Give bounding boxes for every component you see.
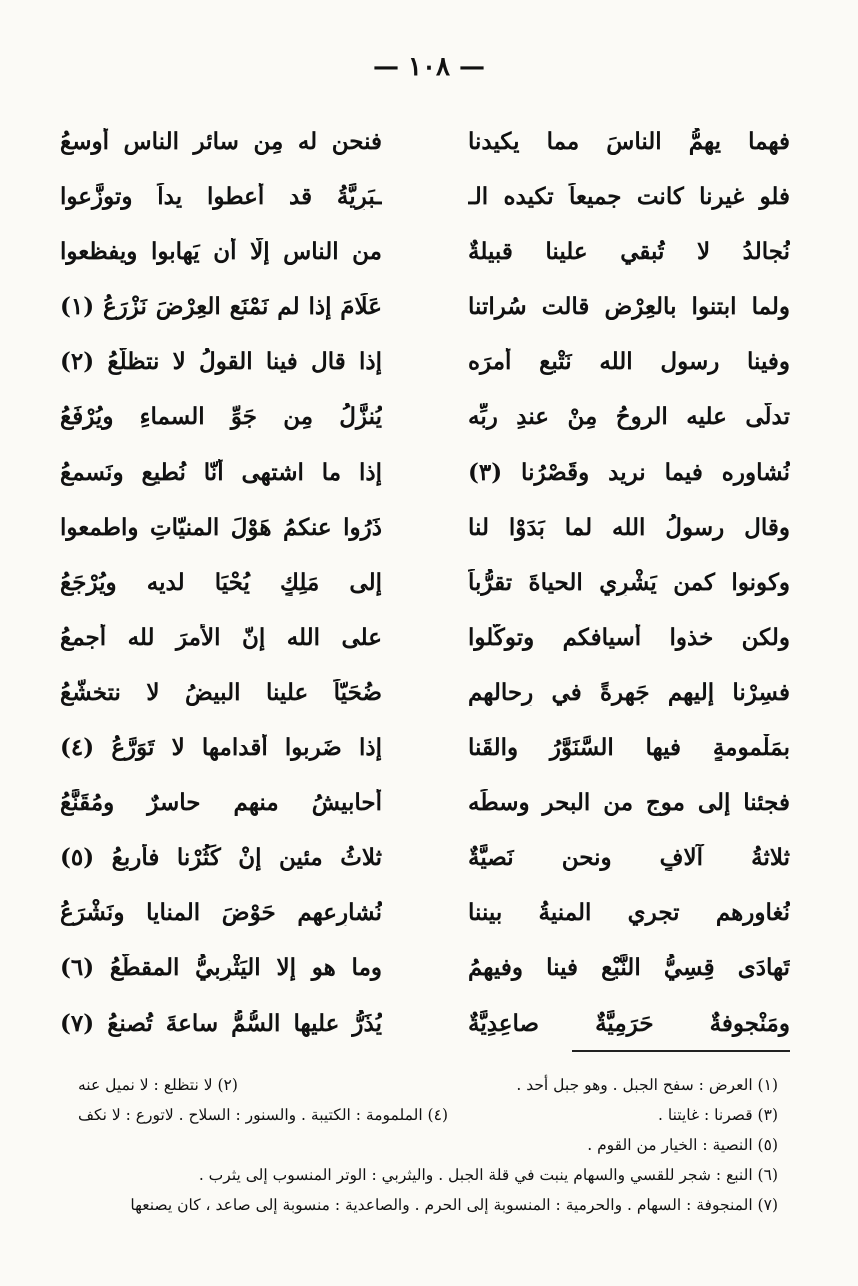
verse	[60, 559, 790, 614]
verse-second-hemistich: ذَرُوا عنكمُ هَوْلَ المنيّاتِ واطمعوا	[60, 513, 382, 541]
verse-first-hemistich: بمَلْمومةٍ فيها السَّنَوَّرُ والقَنا	[468, 734, 790, 762]
verse	[60, 173, 790, 228]
footnote: (٢) لا نتظلع : لا نميل عنه	[78, 1076, 238, 1094]
verse-first-hemistich: ثلاثةُ آلافٍ ونحن نَصيَّةٌ	[468, 844, 790, 872]
verse-second-hemistich: يُنزَّلُ مِن جَوِّ السماءِ ويُرْفَعُ	[60, 403, 382, 431]
verse-first-hemistich: تَهادَى قِسِيُّ النَّبْعِ فينا وفيهمُ	[468, 954, 790, 982]
verse-first-hemistich: تدلَّى عليه الروحُ مِنْ عندِ ربِّه	[468, 403, 790, 431]
verse-second-hemistich: إلى مَلِكٍ يُحْيَا لديه ويُرْجَعُ	[60, 568, 382, 596]
verse-second-hemistich: إذا ضَربوا أقدامها لا تَوَرَّعُ (٤)	[60, 734, 382, 762]
verse-first-hemistich: نُغاورهم تجري المنيةُ بيننا	[468, 899, 790, 927]
verse	[60, 724, 790, 779]
verse	[60, 944, 790, 999]
verse-first-hemistich: نُجالدُ لا تُبقي علينا قبيلةٌ	[468, 238, 790, 266]
verse	[60, 779, 790, 834]
verse-first-hemistich: ومَنْجوفةٌ حَرَمِيَّةٌ صاعِدِيَّةٌ	[468, 1009, 790, 1037]
footnote-line	[78, 1070, 778, 1100]
verse-first-hemistich: ولكن خذوا أسيافكم وتوكَّلوا	[468, 623, 790, 651]
verse-second-hemistich: أحابيشُ منهم حاسرٌ ومُقَنَّعُ	[60, 789, 382, 817]
verse	[60, 834, 790, 889]
footnote-line	[78, 1160, 778, 1190]
verse-second-hemistich: إذا ما اشتهى أنّا نُطيع ونَسمعُ	[60, 458, 382, 486]
verse-second-hemistich: من الناس إلّا أن يَهابوا ويفظعوا	[60, 238, 382, 266]
footnote: (٣) قصرنا : غايتنا .	[658, 1106, 778, 1124]
footnote-line	[78, 1100, 778, 1130]
verse-first-hemistich: فلو غيرنا كانت جميعاً تكيده الـ	[468, 183, 790, 211]
verse	[60, 228, 790, 283]
verse-first-hemistich: وقال رسولُ الله لما بَدَوْا لنا	[468, 513, 790, 541]
verse-second-hemistich: ـبَرِيَّةُ قد أعطوا يداً وتوزَّعوا	[60, 183, 382, 211]
footnote: (٧) المنجوفة : السهام . والحرمية : المنسوبة إلى الحرم . والصاعدية : منسوبة إلى صاعد ، كان يصنعها	[130, 1196, 778, 1214]
footnote-line	[78, 1190, 778, 1220]
footnote: (١) العرض : سفح الجبل . وهو جبل أحد .	[516, 1076, 778, 1094]
verse-first-hemistich: فجئنا إلى موجٍ من البحر وسطَه	[468, 789, 790, 817]
verse	[60, 504, 790, 559]
verse	[60, 669, 790, 724]
verse	[60, 614, 790, 669]
verse	[60, 283, 790, 338]
verse-second-hemistich: يُذَرُّ عليها السُّمُّ ساعةَ تُصنعُ (٧)	[60, 1009, 382, 1037]
footnote-line	[78, 1130, 778, 1160]
verse	[60, 1000, 790, 1055]
verse	[60, 449, 790, 504]
poem	[60, 118, 790, 1055]
verse-second-hemistich: ثلاثُ مئين إنْ كَثُرْنا فأربعُ (٥)	[60, 844, 382, 872]
verse-second-hemistich: عَلَامَ إذا لم نَمْنَعِ العِرْضَ نَزْرَعُ (١)	[60, 293, 382, 321]
verse-first-hemistich: وفينا رسول الله نَتْبع أمرَه	[468, 348, 790, 376]
verse	[60, 889, 790, 944]
page-number: — ١٠٨ —	[372, 52, 486, 82]
verse	[60, 338, 790, 393]
verse-second-hemistich: نُشارِعهم حَوْضَ المنايا ونَشْرَعُ	[60, 899, 382, 927]
verse-first-hemistich: ولما ابتنوا بالعِرْض قالت سُراتنا	[468, 293, 790, 321]
verse-second-hemistich: وما هو إلا اليَثْرِبيُّ المقطَّعُ (٦)	[60, 954, 382, 982]
footnotes	[78, 1070, 778, 1220]
verse-first-hemistich: وكونوا كمن يَشْرِي الحياةَ تقرُّباً	[468, 568, 790, 596]
verse-first-hemistich: نُشاوره فيما نريد وقَصْرُنا (٣)	[468, 458, 790, 486]
verse	[60, 118, 790, 173]
verse	[60, 393, 790, 448]
footnote: (٤) الملمومة : الكتيبة . والسنور : السلاح . لاتورع : لا نكف	[78, 1106, 448, 1124]
verse-second-hemistich: إذا قال فينا القولُ لا نتظلَّعُ (٢)	[60, 348, 382, 376]
verse-second-hemistich: ضُحَيّاً علينا البيضُ لا نتخشّعُ	[60, 678, 382, 706]
verse-second-hemistich: فنحن له مِن سائر الناس أوسعُ	[60, 128, 382, 155]
footnote-divider	[572, 1050, 790, 1052]
verse-first-hemistich: فسِرْنا إليهم جَهرةً في رِحالهم	[468, 678, 790, 706]
footnote: (٦) النبع : شجر للقسي والسهام ينبت في قلة الجبل . واليثربي : الوتر المنسوب إلى يثرب .	[198, 1166, 778, 1184]
footnote: (٥) النصية : الخيار من القوم .	[587, 1136, 778, 1154]
verse-first-hemistich: فهما يهمُّ الناسَ مما يكيدنا	[468, 128, 790, 155]
verse-second-hemistich: على الله إنّ الأمرَ لله أجمعُ	[60, 623, 382, 651]
